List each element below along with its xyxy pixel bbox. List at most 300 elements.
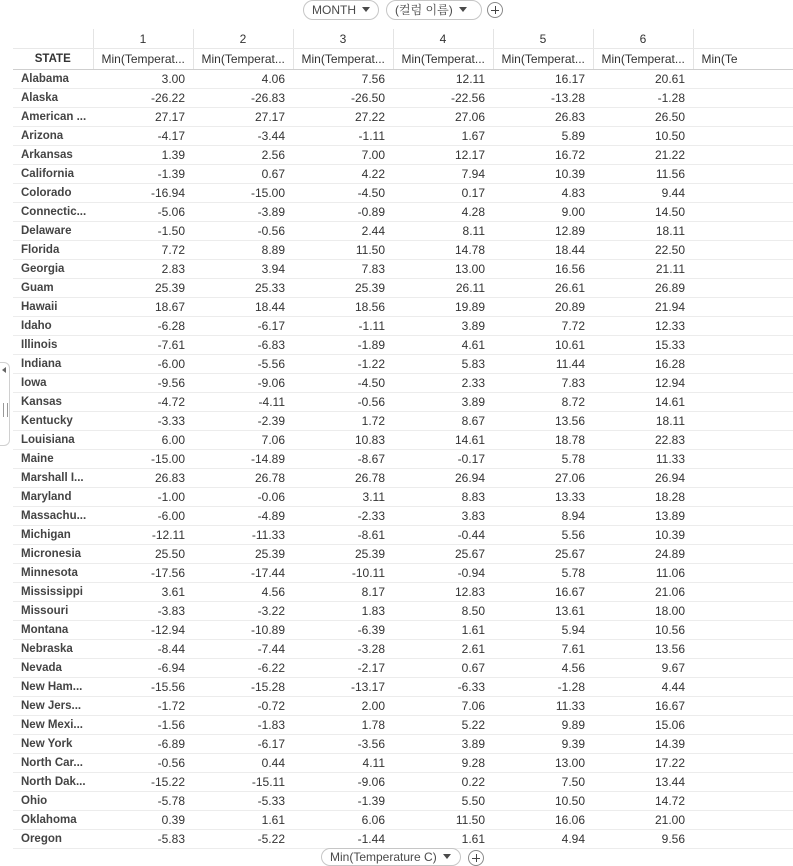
column-field-column-names[interactable]: [386, 0, 482, 20]
value-cell[interactable]: 8.17: [293, 583, 393, 602]
value-cell[interactable]: 27.22: [293, 108, 393, 127]
value-cell[interactable]: -6.22: [193, 659, 293, 678]
value-cell[interactable]: 1.61: [393, 830, 493, 849]
value-cell[interactable]: -22.56: [393, 89, 493, 108]
value-cell[interactable]: 3.11: [293, 488, 393, 507]
value-cell[interactable]: -3.28: [293, 640, 393, 659]
state-cell[interactable]: American ...: [13, 108, 93, 127]
value-cell[interactable]: -4.50: [293, 184, 393, 203]
value-cell[interactable]: -3.22: [193, 602, 293, 621]
value-cell[interactable]: 8.89: [193, 241, 293, 260]
value-cell[interactable]: -17.44: [193, 564, 293, 583]
value-cell[interactable]: 2.61: [393, 640, 493, 659]
value-cell[interactable]: 20.89: [493, 298, 593, 317]
value-cell[interactable]: -15.28: [193, 678, 293, 697]
state-cell[interactable]: New Jers...: [13, 697, 93, 716]
value-cell[interactable]: 14.78: [393, 241, 493, 260]
value-cell[interactable]: -0.72: [193, 697, 293, 716]
value-cell[interactable]: -1.28: [493, 678, 593, 697]
side-panel-handle[interactable]: [0, 362, 10, 446]
value-cell[interactable]: 26.83: [93, 469, 193, 488]
value-cell[interactable]: 26.78: [293, 469, 393, 488]
value-cell[interactable]: -3.33: [93, 412, 193, 431]
value-cell[interactable]: 7.50: [493, 773, 593, 792]
value-cell[interactable]: -15.00: [193, 184, 293, 203]
value-cell[interactable]: 4.11: [293, 754, 393, 773]
value-cell[interactable]: -0.56: [293, 393, 393, 412]
value-cell[interactable]: 3.94: [193, 260, 293, 279]
value-cell[interactable]: -9.56: [93, 374, 193, 393]
value-cell[interactable]: 11.44: [493, 355, 593, 374]
value-cell[interactable]: 1.83: [293, 602, 393, 621]
add-column-field-button[interactable]: [487, 2, 503, 18]
value-cell[interactable]: 14.50: [593, 203, 693, 222]
value-cell[interactable]: 5.56: [493, 526, 593, 545]
state-cell[interactable]: Connectic...: [13, 203, 93, 222]
value-cell[interactable]: 15.33: [593, 336, 693, 355]
value-cell[interactable]: 5.78: [493, 450, 593, 469]
value-cell[interactable]: 6.00: [93, 431, 193, 450]
value-cell[interactable]: 2.56: [193, 146, 293, 165]
value-cell[interactable]: 12.83: [393, 583, 493, 602]
month-header-6[interactable]: 6: [593, 29, 693, 49]
value-cell[interactable]: -9.06: [193, 374, 293, 393]
month-header-5[interactable]: 5: [493, 29, 593, 49]
state-cell[interactable]: Georgia: [13, 260, 93, 279]
value-cell[interactable]: 3.83: [393, 507, 493, 526]
value-cell[interactable]: 10.83: [293, 431, 393, 450]
value-cell[interactable]: 4.06: [193, 70, 293, 89]
state-cell[interactable]: Hawaii: [13, 298, 93, 317]
value-cell[interactable]: 11.06: [593, 564, 693, 583]
value-cell[interactable]: 1.78: [293, 716, 393, 735]
value-cell[interactable]: 13.61: [493, 602, 593, 621]
state-cell[interactable]: Nevada: [13, 659, 93, 678]
value-cell[interactable]: 21.22: [593, 146, 693, 165]
state-cell[interactable]: Kansas: [13, 393, 93, 412]
value-cell[interactable]: 26.94: [593, 469, 693, 488]
state-cell[interactable]: Kentucky: [13, 412, 93, 431]
value-cell[interactable]: -26.22: [93, 89, 193, 108]
value-cell[interactable]: 18.44: [493, 241, 593, 260]
value-cell[interactable]: 21.06: [593, 583, 693, 602]
value-cell[interactable]: -1.39: [93, 165, 193, 184]
value-cell[interactable]: 1.61: [393, 621, 493, 640]
value-cell[interactable]: -1.56: [93, 716, 193, 735]
value-cell[interactable]: -15.22: [93, 773, 193, 792]
state-cell[interactable]: Alaska: [13, 89, 93, 108]
value-cell[interactable]: 0.22: [393, 773, 493, 792]
value-cell[interactable]: 25.33: [193, 279, 293, 298]
value-cell[interactable]: -0.56: [93, 754, 193, 773]
value-cell[interactable]: 3.89: [393, 393, 493, 412]
value-cell[interactable]: 16.06: [493, 811, 593, 830]
value-cell[interactable]: 4.56: [493, 659, 593, 678]
value-cell[interactable]: 22.83: [593, 431, 693, 450]
value-cell[interactable]: -0.17: [393, 450, 493, 469]
value-cell[interactable]: 7.00: [293, 146, 393, 165]
state-cell[interactable]: Illinois: [13, 336, 93, 355]
value-cell[interactable]: 9.00: [493, 203, 593, 222]
value-cell[interactable]: 26.61: [493, 279, 593, 298]
value-cell[interactable]: 8.67: [393, 412, 493, 431]
state-cell[interactable]: Mississippi: [13, 583, 93, 602]
value-cell[interactable]: 13.00: [493, 754, 593, 773]
value-cell[interactable]: 4.56: [193, 583, 293, 602]
value-cell[interactable]: 8.83: [393, 488, 493, 507]
value-cell[interactable]: 2.33: [393, 374, 493, 393]
state-cell[interactable]: Florida: [13, 241, 93, 260]
value-cell[interactable]: 16.56: [493, 260, 593, 279]
value-cell[interactable]: 7.06: [393, 697, 493, 716]
value-cell[interactable]: 14.61: [593, 393, 693, 412]
value-cell[interactable]: 7.06: [193, 431, 293, 450]
value-cell[interactable]: -9.06: [293, 773, 393, 792]
value-cell[interactable]: -4.50: [293, 374, 393, 393]
value-cell[interactable]: 12.11: [393, 70, 493, 89]
value-cell[interactable]: -4.72: [93, 393, 193, 412]
value-cell[interactable]: 21.00: [593, 811, 693, 830]
value-cell[interactable]: 19.89: [393, 298, 493, 317]
value-cell[interactable]: 9.39: [493, 735, 593, 754]
value-cell[interactable]: 18.67: [93, 298, 193, 317]
value-cell[interactable]: 25.67: [393, 545, 493, 564]
value-cell[interactable]: -0.89: [293, 203, 393, 222]
value-cell[interactable]: 9.44: [593, 184, 693, 203]
state-cell[interactable]: Maine: [13, 450, 93, 469]
value-cell[interactable]: -5.56: [193, 355, 293, 374]
month-header-3[interactable]: 3: [293, 29, 393, 49]
value-cell[interactable]: 26.78: [193, 469, 293, 488]
value-cell[interactable]: 7.83: [493, 374, 593, 393]
value-cell[interactable]: 20.61: [593, 70, 693, 89]
value-cell[interactable]: 1.39: [93, 146, 193, 165]
value-cell[interactable]: -3.83: [93, 602, 193, 621]
measure-header-2[interactable]: Min(Temperat...: [193, 49, 293, 70]
value-cell[interactable]: 11.56: [593, 165, 693, 184]
value-cell[interactable]: -5.33: [193, 792, 293, 811]
column-field-month[interactable]: [303, 0, 379, 20]
value-cell[interactable]: -8.61: [293, 526, 393, 545]
state-cell[interactable]: New Mexi...: [13, 716, 93, 735]
measure-header-5[interactable]: Min(Temperat...: [493, 49, 593, 70]
state-cell[interactable]: Iowa: [13, 374, 93, 393]
state-cell[interactable]: Oklahoma: [13, 811, 93, 830]
value-cell[interactable]: 25.39: [193, 545, 293, 564]
measure-header-3[interactable]: Min(Temperat...: [293, 49, 393, 70]
value-cell[interactable]: 21.94: [593, 298, 693, 317]
value-cell[interactable]: 25.39: [293, 545, 393, 564]
value-cell[interactable]: 11.33: [493, 697, 593, 716]
value-cell[interactable]: 5.83: [393, 355, 493, 374]
value-cell[interactable]: 27.17: [193, 108, 293, 127]
value-cell[interactable]: 11.50: [393, 811, 493, 830]
state-cell[interactable]: Michigan: [13, 526, 93, 545]
state-cell[interactable]: Idaho: [13, 317, 93, 336]
value-cell[interactable]: -4.11: [193, 393, 293, 412]
value-cell[interactable]: 13.56: [593, 640, 693, 659]
value-cell[interactable]: -15.56: [93, 678, 193, 697]
value-cell[interactable]: -0.44: [393, 526, 493, 545]
value-cell[interactable]: 1.72: [293, 412, 393, 431]
value-cell[interactable]: 26.83: [493, 108, 593, 127]
value-cell[interactable]: 16.67: [493, 583, 593, 602]
value-cell[interactable]: -2.17: [293, 659, 393, 678]
value-cell[interactable]: 0.67: [393, 659, 493, 678]
value-cell[interactable]: 26.11: [393, 279, 493, 298]
value-cell[interactable]: -0.56: [193, 222, 293, 241]
value-cell[interactable]: 21.11: [593, 260, 693, 279]
value-cell[interactable]: -3.89: [193, 203, 293, 222]
state-cell[interactable]: Nebraska: [13, 640, 93, 659]
value-cell[interactable]: 4.61: [393, 336, 493, 355]
value-cell[interactable]: 4.83: [493, 184, 593, 203]
value-cell[interactable]: 2.83: [93, 260, 193, 279]
value-cell[interactable]: 5.94: [493, 621, 593, 640]
value-cell[interactable]: -6.28: [93, 317, 193, 336]
month-header-2[interactable]: 2: [193, 29, 293, 49]
value-cell[interactable]: 27.06: [393, 108, 493, 127]
value-cell[interactable]: 26.50: [593, 108, 693, 127]
value-cell[interactable]: 4.94: [493, 830, 593, 849]
value-cell[interactable]: -1.50: [93, 222, 193, 241]
value-cell[interactable]: -13.17: [293, 678, 393, 697]
value-cell[interactable]: 12.17: [393, 146, 493, 165]
value-cell[interactable]: -10.11: [293, 564, 393, 583]
state-cell[interactable]: Delaware: [13, 222, 93, 241]
value-cell[interactable]: 16.28: [593, 355, 693, 374]
value-cell[interactable]: 12.33: [593, 317, 693, 336]
value-cell[interactable]: 2.44: [293, 222, 393, 241]
measure-header-7[interactable]: Min(Te: [693, 49, 793, 70]
value-cell[interactable]: 8.11: [393, 222, 493, 241]
value-cell[interactable]: 10.50: [493, 792, 593, 811]
value-cell[interactable]: 13.56: [493, 412, 593, 431]
value-cell[interactable]: 26.89: [593, 279, 693, 298]
value-cell[interactable]: -10.89: [193, 621, 293, 640]
value-cell[interactable]: 13.89: [593, 507, 693, 526]
value-cell[interactable]: 5.78: [493, 564, 593, 583]
value-cell[interactable]: 7.56: [293, 70, 393, 89]
state-column-header[interactable]: STATE: [13, 49, 93, 70]
state-cell[interactable]: New Ham...: [13, 678, 93, 697]
value-cell[interactable]: 12.94: [593, 374, 693, 393]
month-header-4[interactable]: 4: [393, 29, 493, 49]
value-cell[interactable]: -12.11: [93, 526, 193, 545]
state-cell[interactable]: North Car...: [13, 754, 93, 773]
value-cell[interactable]: 22.50: [593, 241, 693, 260]
value-cell[interactable]: -1.44: [293, 830, 393, 849]
value-cell[interactable]: -7.44: [193, 640, 293, 659]
value-cell[interactable]: 18.11: [593, 412, 693, 431]
value-cell[interactable]: 0.44: [193, 754, 293, 773]
value-cell[interactable]: 2.00: [293, 697, 393, 716]
value-cell[interactable]: -13.28: [493, 89, 593, 108]
value-cell[interactable]: 0.39: [93, 811, 193, 830]
value-cell[interactable]: 24.89: [593, 545, 693, 564]
state-cell[interactable]: Massachu...: [13, 507, 93, 526]
value-cell[interactable]: -14.89: [193, 450, 293, 469]
value-cell[interactable]: -12.94: [93, 621, 193, 640]
state-cell[interactable]: Alabama: [13, 70, 93, 89]
value-cell[interactable]: -1.22: [293, 355, 393, 374]
value-cell[interactable]: 25.39: [293, 279, 393, 298]
state-cell[interactable]: Micronesia: [13, 545, 93, 564]
state-cell[interactable]: Guam: [13, 279, 93, 298]
state-cell[interactable]: New York: [13, 735, 93, 754]
value-cell[interactable]: 4.22: [293, 165, 393, 184]
value-cell[interactable]: -0.94: [393, 564, 493, 583]
value-cell[interactable]: 4.44: [593, 678, 693, 697]
value-cell[interactable]: -5.06: [93, 203, 193, 222]
value-cell[interactable]: 1.67: [393, 127, 493, 146]
value-cell[interactable]: -6.00: [93, 355, 193, 374]
value-cell[interactable]: -1.72: [93, 697, 193, 716]
value-cell[interactable]: 25.67: [493, 545, 593, 564]
value-cell[interactable]: 14.39: [593, 735, 693, 754]
value-cell[interactable]: -15.00: [93, 450, 193, 469]
value-cell[interactable]: 9.28: [393, 754, 493, 773]
value-cell[interactable]: -6.39: [293, 621, 393, 640]
value-cell[interactable]: 25.39: [93, 279, 193, 298]
value-cell[interactable]: 11.50: [293, 241, 393, 260]
value-cell[interactable]: 4.28: [393, 203, 493, 222]
value-cell[interactable]: -6.17: [193, 317, 293, 336]
value-cell[interactable]: -26.50: [293, 89, 393, 108]
value-cell[interactable]: 0.67: [193, 165, 293, 184]
value-cell[interactable]: 9.89: [493, 716, 593, 735]
value-cell[interactable]: 15.06: [593, 716, 693, 735]
value-cell[interactable]: 10.56: [593, 621, 693, 640]
value-cell[interactable]: 12.89: [493, 222, 593, 241]
pivot-table-viewport[interactable]: [13, 29, 738, 846]
state-cell[interactable]: Arizona: [13, 127, 93, 146]
value-cell[interactable]: 3.89: [393, 735, 493, 754]
value-cell[interactable]: -5.22: [193, 830, 293, 849]
value-cell[interactable]: -6.89: [93, 735, 193, 754]
value-cell[interactable]: -1.28: [593, 89, 693, 108]
value-cell[interactable]: 9.67: [593, 659, 693, 678]
state-cell[interactable]: Maryland: [13, 488, 93, 507]
value-cell[interactable]: 25.50: [93, 545, 193, 564]
value-cell[interactable]: -26.83: [193, 89, 293, 108]
value-cell[interactable]: -1.39: [293, 792, 393, 811]
value-cell[interactable]: -4.17: [93, 127, 193, 146]
value-cell[interactable]: 16.72: [493, 146, 593, 165]
value-cell[interactable]: 14.72: [593, 792, 693, 811]
value-cell[interactable]: -6.83: [193, 336, 293, 355]
measure-field-selector[interactable]: [321, 848, 461, 866]
value-cell[interactable]: 9.56: [593, 830, 693, 849]
value-cell[interactable]: -16.94: [93, 184, 193, 203]
value-cell[interactable]: -7.61: [93, 336, 193, 355]
value-cell[interactable]: 3.89: [393, 317, 493, 336]
value-cell[interactable]: 7.83: [293, 260, 393, 279]
value-cell[interactable]: -11.33: [193, 526, 293, 545]
value-cell[interactable]: -5.78: [93, 792, 193, 811]
value-cell[interactable]: 5.50: [393, 792, 493, 811]
state-cell[interactable]: Ohio: [13, 792, 93, 811]
value-cell[interactable]: 18.44: [193, 298, 293, 317]
value-cell[interactable]: -1.89: [293, 336, 393, 355]
value-cell[interactable]: 10.50: [593, 127, 693, 146]
value-cell[interactable]: -4.89: [193, 507, 293, 526]
measure-header-1[interactable]: Min(Temperat...: [93, 49, 193, 70]
value-cell[interactable]: -5.83: [93, 830, 193, 849]
value-cell[interactable]: -3.44: [193, 127, 293, 146]
add-measure-button[interactable]: [468, 850, 484, 866]
value-cell[interactable]: 26.94: [393, 469, 493, 488]
value-cell[interactable]: 7.94: [393, 165, 493, 184]
measure-header-6[interactable]: Min(Temperat...: [593, 49, 693, 70]
value-cell[interactable]: 11.33: [593, 450, 693, 469]
value-cell[interactable]: 8.72: [493, 393, 593, 412]
value-cell[interactable]: -1.11: [293, 317, 393, 336]
value-cell[interactable]: -0.06: [193, 488, 293, 507]
value-cell[interactable]: -6.33: [393, 678, 493, 697]
value-cell[interactable]: -2.39: [193, 412, 293, 431]
value-cell[interactable]: 1.61: [193, 811, 293, 830]
value-cell[interactable]: 3.61: [93, 583, 193, 602]
value-cell[interactable]: 27.17: [93, 108, 193, 127]
value-cell[interactable]: -1.00: [93, 488, 193, 507]
value-cell[interactable]: 18.56: [293, 298, 393, 317]
value-cell[interactable]: -6.94: [93, 659, 193, 678]
value-cell[interactable]: -1.83: [193, 716, 293, 735]
value-cell[interactable]: 13.00: [393, 260, 493, 279]
value-cell[interactable]: 27.06: [493, 469, 593, 488]
measure-header-4[interactable]: Min(Temperat...: [393, 49, 493, 70]
state-cell[interactable]: Arkansas: [13, 146, 93, 165]
state-cell[interactable]: Marshall I...: [13, 469, 93, 488]
value-cell[interactable]: 8.50: [393, 602, 493, 621]
value-cell[interactable]: 16.17: [493, 70, 593, 89]
value-cell[interactable]: 10.39: [493, 165, 593, 184]
state-cell[interactable]: Indiana: [13, 355, 93, 374]
value-cell[interactable]: 17.22: [593, 754, 693, 773]
value-cell[interactable]: 18.78: [493, 431, 593, 450]
value-cell[interactable]: -6.00: [93, 507, 193, 526]
value-cell[interactable]: 8.94: [493, 507, 593, 526]
value-cell[interactable]: -3.56: [293, 735, 393, 754]
value-cell[interactable]: 13.33: [493, 488, 593, 507]
value-cell[interactable]: -6.17: [193, 735, 293, 754]
state-cell[interactable]: Minnesota: [13, 564, 93, 583]
value-cell[interactable]: -2.33: [293, 507, 393, 526]
month-header-1[interactable]: 1: [93, 29, 193, 49]
value-cell[interactable]: 5.89: [493, 127, 593, 146]
value-cell[interactable]: 3.00: [93, 70, 193, 89]
value-cell[interactable]: 13.44: [593, 773, 693, 792]
value-cell[interactable]: -8.67: [293, 450, 393, 469]
value-cell[interactable]: 16.67: [593, 697, 693, 716]
value-cell[interactable]: 7.72: [493, 317, 593, 336]
value-cell[interactable]: 7.72: [93, 241, 193, 260]
state-cell[interactable]: Missouri: [13, 602, 93, 621]
value-cell[interactable]: 10.61: [493, 336, 593, 355]
state-cell[interactable]: Oregon: [13, 830, 93, 849]
value-cell[interactable]: -17.56: [93, 564, 193, 583]
value-cell[interactable]: -1.11: [293, 127, 393, 146]
value-cell[interactable]: 14.61: [393, 431, 493, 450]
state-cell[interactable]: Colorado: [13, 184, 93, 203]
value-cell[interactable]: 6.06: [293, 811, 393, 830]
value-cell[interactable]: -8.44: [93, 640, 193, 659]
month-header-7[interactable]: [693, 29, 793, 49]
value-cell[interactable]: 18.28: [593, 488, 693, 507]
value-cell[interactable]: 5.22: [393, 716, 493, 735]
value-cell[interactable]: -15.11: [193, 773, 293, 792]
